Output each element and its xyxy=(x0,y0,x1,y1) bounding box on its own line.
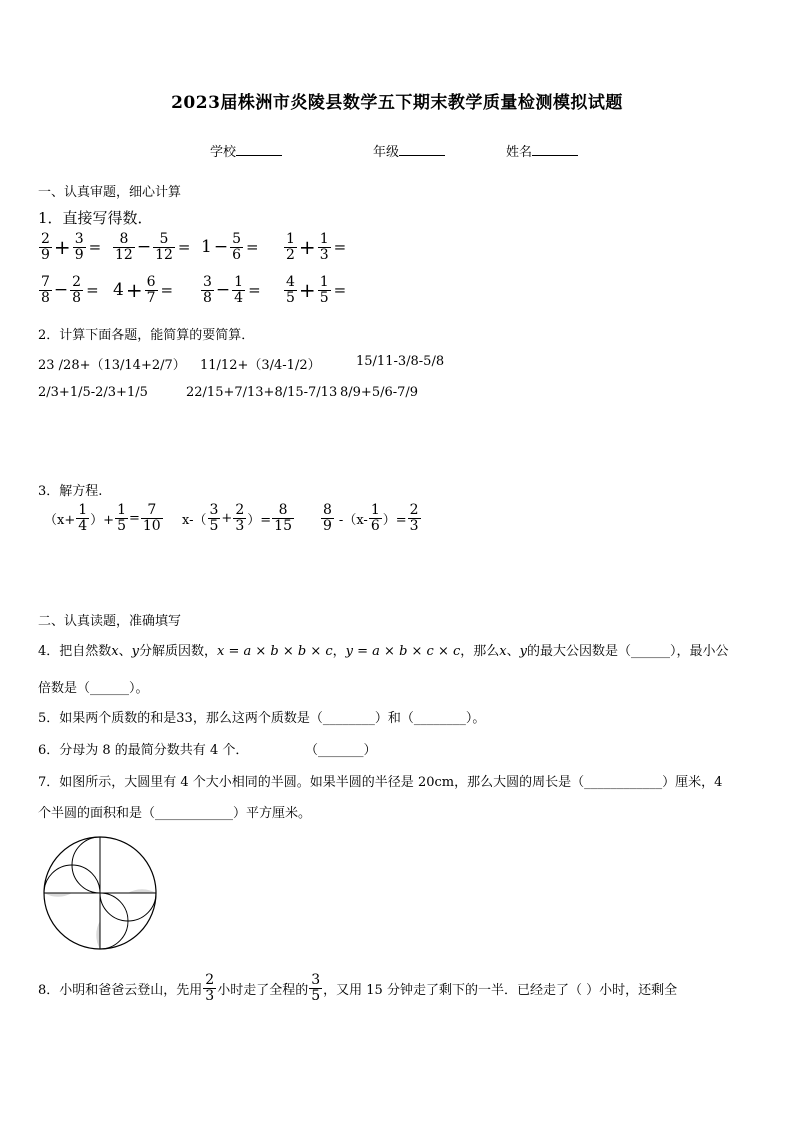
operator: − xyxy=(136,237,152,258)
q1-expression xyxy=(200,232,259,262)
var-y: y xyxy=(131,644,139,659)
operator: − xyxy=(215,280,231,301)
school-blank[interactable] xyxy=(236,143,282,156)
q2-item-2: 11/12+（3/4-1/2） xyxy=(200,358,321,373)
section-1-heading: 一、认真审题，细心计算 xyxy=(38,185,182,200)
fraction: $\frac{8}{15}$ xyxy=(274,502,292,534)
var-x: x xyxy=(111,644,119,659)
q4-sep: 、 xyxy=(506,644,520,659)
q8-text-3: ，又用 15 分钟走了剩下的一半．已经走了（ ）小时，还剩全 xyxy=(323,982,678,998)
q5-text: 5．如果两个质数的和是33，那么这两个质数是（________）和（________）。 xyxy=(38,711,486,726)
shaded-semicircle xyxy=(100,889,156,893)
var-x: x xyxy=(499,644,507,659)
q1-expression xyxy=(38,275,99,305)
q4-sep: 、 xyxy=(118,644,132,659)
q2-item-6: 8/9+5/6-7/9 xyxy=(340,385,419,400)
equals-sign: = xyxy=(333,281,347,300)
fraction: $\frac{3}{5}$ xyxy=(311,972,321,1004)
fraction: $\frac{1}{5}$ xyxy=(117,502,126,534)
grade-blank[interactable] xyxy=(399,143,445,156)
fraction: $\frac{7}{10}$ xyxy=(142,502,161,534)
q3-label: 3．解方程. xyxy=(38,484,103,499)
operator: − xyxy=(53,280,69,301)
eq2-open: x-（ xyxy=(182,512,207,528)
q1-expression xyxy=(200,275,261,305)
q4-line-2: 倍数是（______）。 xyxy=(38,681,149,696)
whole-number: 4 xyxy=(113,280,124,301)
q4-text-1: 4．把自然数 xyxy=(38,644,112,659)
fraction: $\frac{1}{4}$ xyxy=(234,274,244,306)
fraction: $\frac{1}{2}$ xyxy=(286,231,295,263)
school-label: 学校 xyxy=(210,145,237,160)
section-2-heading: 二、认真读题，准确填写 xyxy=(38,614,182,629)
grade-field[interactable] xyxy=(373,141,445,160)
fraction: $\frac{1}{5}$ xyxy=(319,274,329,306)
q3-equation-3 xyxy=(320,503,422,533)
fraction: $\frac{1}{4}$ xyxy=(78,502,88,534)
operator: + xyxy=(53,235,71,260)
fraction: $\frac{7}{8}$ xyxy=(41,274,50,306)
fraction: $\frac{1}{6}$ xyxy=(370,502,380,534)
fraction: $\frac{1}{3}$ xyxy=(319,231,329,263)
q1-expression xyxy=(38,232,101,262)
q2-item-4: 2/3+1/5-2/3+1/5 xyxy=(38,385,148,400)
q2-label: 2．计算下面各题，能简算的要简算． xyxy=(38,328,255,343)
operator: + xyxy=(125,278,143,303)
eq1-open: （x+ xyxy=(44,512,76,528)
var-y: y xyxy=(519,644,528,659)
q2-item-3: 15/11-3/8-5/8 xyxy=(356,354,445,369)
q8-line-1 xyxy=(38,973,677,1003)
q6-answer-blank[interactable]: （_______） xyxy=(305,743,377,758)
q6-text: 6．分母为 8 的最简分数共有 4 个． xyxy=(38,743,249,758)
fraction: $\frac{2}{3}$ xyxy=(409,502,419,534)
fraction: $\frac{8}{12}$ xyxy=(115,231,133,263)
q1-expression xyxy=(112,275,173,305)
q4-text-3: ，那么 xyxy=(460,644,500,659)
eq1-close: ）+ xyxy=(90,512,115,528)
fraction: $\frac{3}{9}$ xyxy=(74,231,84,263)
q4-line-1 xyxy=(38,640,729,659)
y-factorization: y = a × b × c × c xyxy=(345,644,461,659)
q4-text-2: 分解质因数， xyxy=(139,644,218,659)
operator: + xyxy=(298,235,316,260)
fraction: $\frac{5}{6}$ xyxy=(232,231,241,263)
fraction: $\frac{3}{8}$ xyxy=(203,274,212,306)
q1-expression xyxy=(283,232,346,262)
eq3-close: ）= xyxy=(382,512,407,528)
x-factorization: x = a × b × b × c xyxy=(217,644,333,659)
q2-item-5: 22/15+7/13+8/15-7/13 xyxy=(186,385,338,400)
page-title: 2023届株洲市炎陵县数学五下期末教学质量检测模拟试题 xyxy=(171,93,623,113)
q3-equation-2 xyxy=(182,503,295,533)
shaded-semicircle xyxy=(44,893,100,897)
q1-expression xyxy=(112,232,190,262)
whole-number: 1 xyxy=(201,237,212,258)
operator: − xyxy=(213,237,229,258)
fraction: $\frac{2}{3}$ xyxy=(235,502,245,534)
q3-equation-1 xyxy=(44,503,164,533)
fraction: $\frac{2}{8}$ xyxy=(72,274,82,306)
equals-sign: = xyxy=(88,238,102,257)
q7-circle-figure xyxy=(40,833,160,953)
q8-text-1: 8．小明和爸爸云登山，先用 xyxy=(38,982,203,998)
fraction: $\frac{6}{7}$ xyxy=(146,274,156,306)
eq2-close: ）= xyxy=(247,512,272,528)
q1-label: 1．直接写得数． xyxy=(38,209,153,227)
equals-sign: = xyxy=(246,238,259,257)
q4-text-4: 的最大公因数是（______），最小公 xyxy=(527,644,729,659)
equals-sign: = xyxy=(177,238,191,257)
shaded-semicircle xyxy=(96,893,100,949)
plus-sign: + xyxy=(221,510,233,526)
operator: + xyxy=(298,278,316,303)
grade-label: 年级 xyxy=(373,145,400,160)
q7-line-1: 7．如图所示，大圆里有 4 个大小相同的半圆。如果半圆的半径是 20cm，那么大圆的周长是（____________）厘米，4 xyxy=(38,775,723,790)
equals-sign: = xyxy=(160,281,174,300)
q2-item-1: 23 /28+（13/14+2/7） xyxy=(38,358,186,373)
q8-text-2: 小时走了全程的 xyxy=(217,982,309,998)
fraction: $\frac{2}{9}$ xyxy=(41,231,50,263)
q4-comma: ， xyxy=(332,644,346,659)
fraction: $\frac{5}{12}$ xyxy=(155,231,173,263)
fraction: $\frac{4}{5}$ xyxy=(286,274,295,306)
name-blank[interactable] xyxy=(532,143,578,156)
school-field[interactable] xyxy=(210,141,282,160)
eq3-minus: -（x- xyxy=(338,512,368,528)
name-field[interactable] xyxy=(506,141,578,160)
q7-line-2: 个半圆的面积和是（____________）平方厘米。 xyxy=(38,806,312,821)
fraction: $\frac{2}{3}$ xyxy=(205,972,215,1004)
fraction: $\frac{3}{5}$ xyxy=(209,502,219,534)
q1-expression xyxy=(283,275,346,305)
equals-sign: = xyxy=(128,510,140,526)
equals-sign: = xyxy=(333,238,347,257)
equals-sign: = xyxy=(86,281,99,300)
name-label: 姓名 xyxy=(506,145,533,160)
fraction: $\frac{8}{9}$ xyxy=(323,502,332,534)
equals-sign: = xyxy=(248,281,261,300)
